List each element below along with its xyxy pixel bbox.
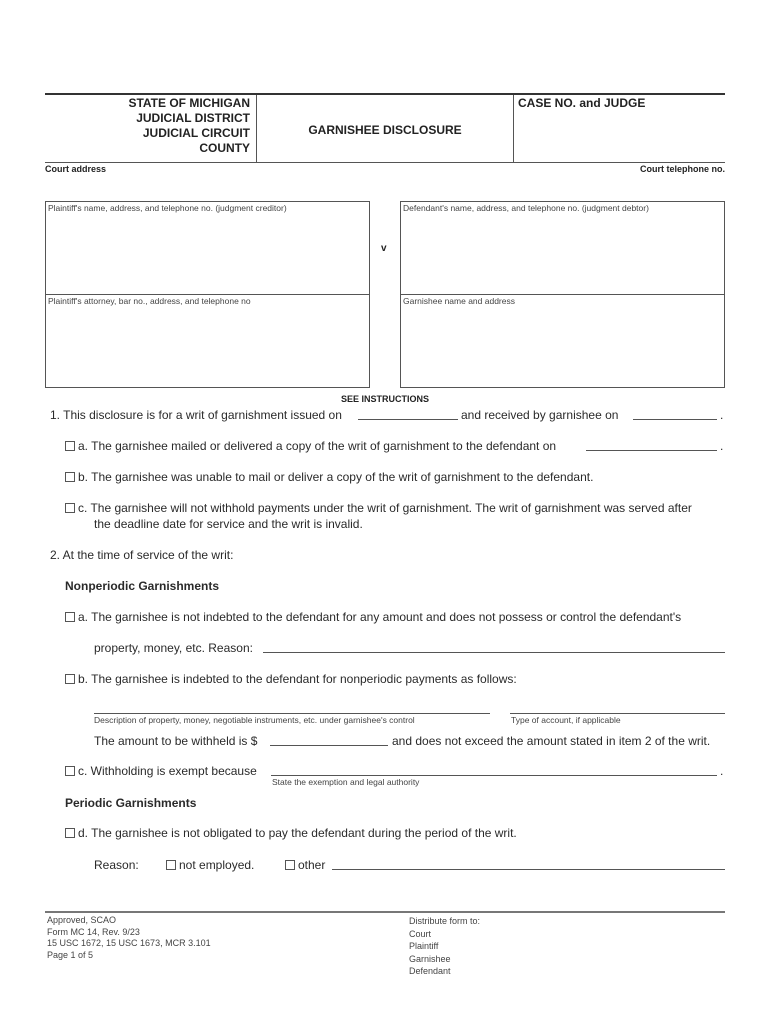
- item1-c-text: c. The garnishee will not withhold payments under the writ of garnishment. The writ of garnishment was served after: [78, 501, 692, 515]
- amount-field[interactable]: [270, 745, 388, 746]
- footer-divider: [45, 911, 725, 913]
- periodic-heading: Periodic Garnishments: [65, 796, 197, 810]
- page-number: Page 1 of 5: [47, 949, 94, 960]
- item2-a-checkbox[interactable]: [65, 612, 75, 622]
- circuit-label: JUDICIAL CIRCUIT: [142, 126, 250, 140]
- item2-a-row: [65, 610, 681, 624]
- item2-b-text: b. The garnishee is indebted to the defendant for nonperiodic payments as follows:: [78, 672, 517, 686]
- state-label: STATE OF MICHIGAN: [128, 96, 250, 110]
- distribute-plaintiff: Plaintiff: [409, 941, 439, 951]
- item2-c-text: c. Withholding is exempt because: [78, 764, 257, 778]
- description-caption: Description of property, money, negotiable instruments, etc. under garnishee's control: [94, 715, 415, 725]
- not-employed-option: [166, 858, 254, 872]
- amount-note: and does not exceed the amount stated in item 2 of the writ.: [392, 734, 711, 748]
- other-reason-field[interactable]: [332, 869, 725, 870]
- reason-label: Reason:: [94, 858, 139, 872]
- approval-text: Approved, SCAO: [47, 915, 117, 925]
- versus-label: v: [381, 243, 387, 254]
- court-phone-label: Court telephone no.: [640, 164, 725, 174]
- county-label: COUNTY: [199, 141, 250, 155]
- item2-intro: 2. At the time of service of the writ:: [50, 548, 234, 562]
- item1-intro-b: and received by garnishee on: [461, 408, 619, 422]
- distribution-list: [409, 915, 480, 978]
- item1-b-row: [65, 470, 593, 484]
- distribute-court: Court: [409, 928, 432, 939]
- footer-left: [47, 915, 211, 961]
- exemption-field[interactable]: [271, 775, 717, 776]
- not-employed-checkbox[interactable]: [166, 860, 176, 870]
- item2-d-row: [65, 826, 517, 840]
- amount-label: The amount to be withheld is $: [94, 734, 258, 748]
- legal-citation: 15 USC 1672, 15 USC 1673, MCR 3.101: [47, 938, 211, 948]
- item2-c-checkbox[interactable]: [65, 766, 75, 776]
- item1-b-checkbox[interactable]: [65, 472, 75, 482]
- item2-b-checkbox[interactable]: [65, 674, 75, 684]
- item2-d-text: d. The garnishee is not obligated to pay the defendant during the period of the writ.: [78, 826, 517, 840]
- nonperiodic-heading: Nonperiodic Garnishments: [65, 579, 220, 593]
- item1-c-text-2: the deadline date for service and the writ is invalid.: [94, 517, 363, 531]
- received-date-field[interactable]: [633, 419, 717, 420]
- item1-b-text: b. The garnishee was unable to mail or deliver a copy of the writ of garnishment to the defendant.: [78, 470, 594, 484]
- item1-a-row: [65, 439, 556, 453]
- item1-intro-a: 1. This disclosure is for a writ of garnishment issued on: [50, 408, 342, 422]
- item2-d-checkbox[interactable]: [65, 828, 75, 838]
- item1-c-row: [65, 501, 692, 515]
- item1-c-checkbox[interactable]: [65, 503, 75, 513]
- court-address-label: Court address: [45, 164, 107, 174]
- state-court-heading: [45, 96, 250, 156]
- account-type-field[interactable]: [510, 713, 725, 714]
- see-instructions: SEE INSTRUCTIONS: [340, 394, 429, 404]
- distribute-garnishee: Garnishee: [409, 953, 451, 964]
- garnishee-label: Garnishee name and address: [403, 296, 515, 306]
- item2-b-row: [65, 672, 517, 686]
- item1-a-text: a. The garnishee mailed or delivered a copy of the writ of garnishment to the defendant on: [78, 439, 557, 453]
- other-text: other: [298, 858, 326, 872]
- distribute-label: Distribute form to:: [409, 916, 481, 926]
- not-employed-text: not employed.: [179, 858, 255, 872]
- form-title: GARNISHEE DISCLOSURE: [308, 123, 462, 137]
- other-checkbox[interactable]: [285, 860, 295, 870]
- mailed-date-field[interactable]: [586, 450, 717, 451]
- item1-a-checkbox[interactable]: [65, 441, 75, 451]
- defendant-label: Defendant's name, address, and telephone no. (judgment debtor): [403, 203, 649, 213]
- distribute-defendant: Defendant: [409, 966, 451, 976]
- item2-c-row: [65, 764, 257, 778]
- plaintiff-label: Plaintiff's name, address, and telephone no. (judgment creditor): [48, 203, 287, 213]
- district-label: JUDICIAL DISTRICT: [136, 111, 250, 125]
- case-number-label: CASE NO. and JUDGE: [518, 96, 646, 110]
- item2-a-reason-field[interactable]: [263, 652, 725, 653]
- item2-a-text: a. The garnishee is not indebted to the defendant for any amount and does not possess or control the defendant's: [78, 610, 682, 624]
- issued-date-field[interactable]: [358, 419, 458, 420]
- other-option: [285, 858, 325, 872]
- form-number: Form MC 14, Rev. 9/23: [47, 926, 140, 937]
- description-field[interactable]: [94, 713, 490, 714]
- item2-a-reason-label: property, money, etc. Reason:: [94, 641, 253, 655]
- exemption-caption: State the exemption and legal authority: [272, 777, 420, 787]
- account-type-caption: Type of account, if applicable: [511, 715, 621, 725]
- plaintiff-attorney-label: Plaintiff's attorney, bar no., address, and telephone no: [48, 296, 251, 306]
